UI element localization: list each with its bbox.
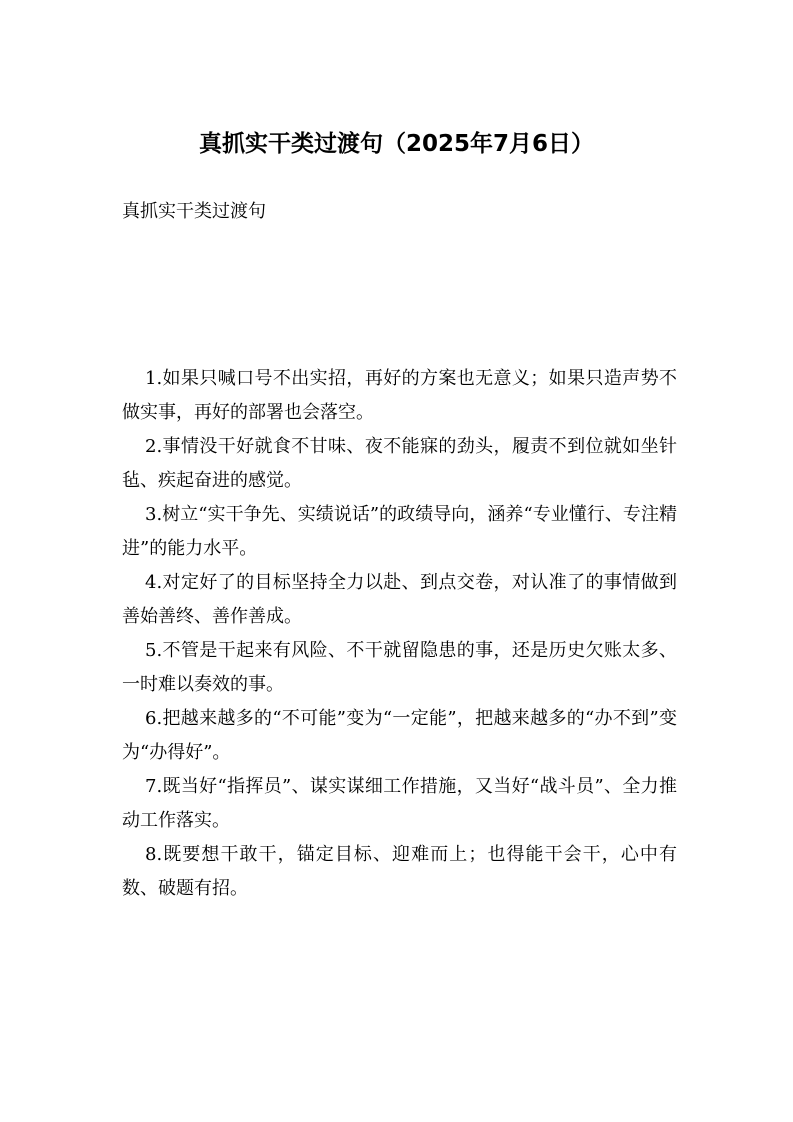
paragraph-2: 2.事情没干好就食不甘味、夜不能寐的劲头，履责不到位就如坐针毡、疾起奋进的感觉。 xyxy=(122,436,677,491)
paragraph-6: 6.把越来越多的“不可能”变为“一定能”，把越来越多的“办不到”变为“办得好”。 xyxy=(122,708,677,763)
paragraph-5: 5.不管是干起来有风险、不干就留隐患的事，还是历史欠账太多、一时难以奏效的事。 xyxy=(122,640,677,695)
paragraph-3: 3.树立“实干争先、实绩说话”的政绩导向，涵养“专业懂行、专注精进”的能力水平。 xyxy=(122,504,677,559)
paragraph-7: 7.既当好“指挥员”、谋实谋细工作措施，又当好“战斗员”、全力推动工作落实。 xyxy=(122,776,677,831)
document-subtitle: 真抓实干类过渡句 xyxy=(122,201,266,222)
document-title: 真抓实干类过渡句（2025年7月6日） xyxy=(198,131,595,157)
document-body xyxy=(122,362,677,906)
paragraph-1: 1.如果只喊口号不出实招，再好的方案也无意义；如果只造声势不做实事，再好的部署也会落空。 xyxy=(122,368,677,423)
paragraph-4: 4.对定好了的目标坚持全力以赴、到点交卷，对认准了的事情做到善始善终、善作善成。 xyxy=(122,572,677,627)
paragraph-8: 8.既要想干敢干，锚定目标、迎难而上；也得能干会干，心中有数、破题有招。 xyxy=(122,844,677,899)
